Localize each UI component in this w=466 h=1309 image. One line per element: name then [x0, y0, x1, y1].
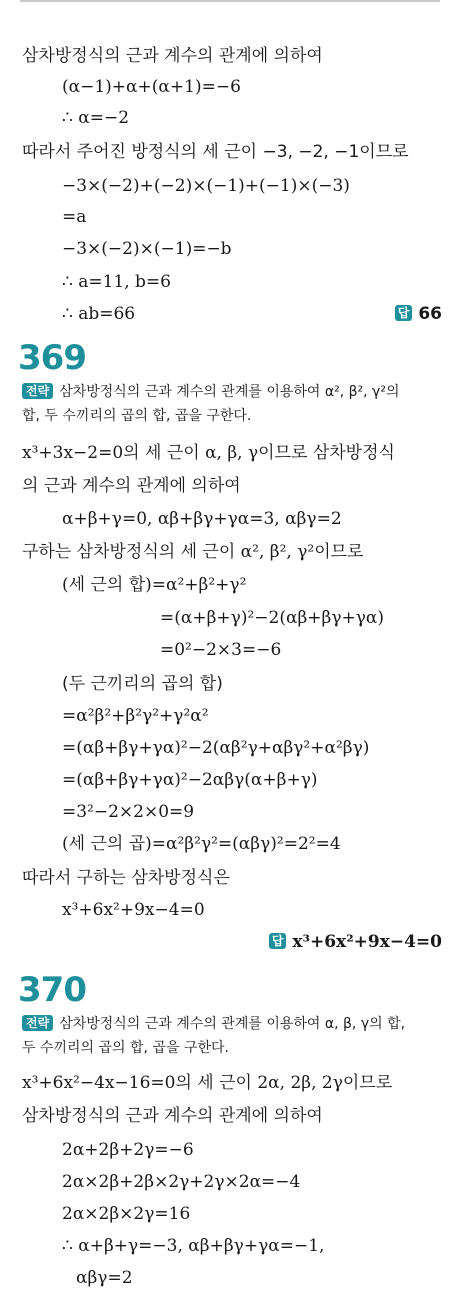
s368-line-9: ∴ ab=66: [62, 304, 136, 324]
s370-line-2: 삼차방정식의 근과 계수의 관계에 의하여: [22, 1106, 323, 1126]
s368-line-4: 따라서 주어진 방정식의 세 근이 −3, −2, −1이므로: [22, 142, 409, 162]
s369-line-4: 구하는 삼차방정식의 세 근이 α², β², γ²이므로: [22, 542, 364, 562]
s369-line-14: 따라서 구하는 삼차방정식은: [22, 868, 230, 888]
s368-line-2: (α−1)+α+(α+1)=−6: [62, 77, 241, 97]
s369-tip-line-1: [22, 381, 399, 403]
s370-line-5: 2α×2β×2γ=16: [62, 1204, 191, 1224]
s368-answer-value: 66: [418, 304, 442, 324]
s368-line-8: ∴ a=11, b=6: [62, 272, 171, 292]
s369-answer-value: x³+6x²+9x−4=0: [292, 932, 442, 952]
strategy-badge: 전략: [22, 383, 53, 399]
s369-line-1: x³+3x−2=0의 세 근이 α, β, γ이므로 삼차방정식: [22, 443, 395, 463]
s369-line-6: =(α+β+γ)²−2(αβ+βγ+γα): [160, 608, 385, 628]
answer-icon: 답: [395, 305, 413, 321]
strategy-badge: 전략: [22, 1015, 53, 1031]
s368-line-3: ∴ α=−2: [62, 108, 130, 128]
s369-line-9: =α²β²+β²γ²+γ²α²: [62, 706, 209, 726]
s370-line-6: ∴ α+β+γ=−3, αβ+βγ+γα=−1,: [62, 1236, 325, 1256]
s369-line-5: (세 근의 합)=α²+β²+γ²: [62, 575, 247, 595]
problem-number-369: 369: [18, 338, 86, 378]
s368-line-5: −3×(−2)+(−2)×(−1)+(−1)×(−3): [62, 176, 350, 196]
s369-line-12: =3²−2×2×0=9: [62, 802, 195, 822]
s369-line-3: α+β+γ=0, αβ+βγ+γα=3, αβγ=2: [62, 509, 342, 529]
s368-line-7: −3×(−2)×(−1)=−b: [62, 239, 232, 259]
s369-tip-text-1: 삼차방정식의 근과 계수의 관계를 이용하여 α², β², γ²의: [59, 384, 400, 400]
s370-line-3: 2α+2β+2γ=−6: [62, 1140, 194, 1160]
answer-icon: 답: [269, 933, 287, 949]
s370-line-1: x³+6x²−4x−16=0의 세 근이 2α, 2β, 2γ이므로: [22, 1073, 393, 1093]
s369-line-8: (두 근끼리의 곱의 합): [62, 674, 223, 694]
s369-line-13: (세 근의 곱)=α²β²γ²=(αβγ)²=2²=4: [62, 834, 341, 854]
s370-tip-text-1: 삼차방정식의 근과 계수의 관계를 이용하여 α, β, γ의 합,: [59, 1016, 406, 1032]
s369-tip-line-2: 합, 두 수끼리의 곱의 합, 곱을 구한다.: [22, 408, 252, 424]
s368-line-6: =a: [62, 207, 87, 227]
s370-line-7: αβγ=2: [76, 1268, 133, 1288]
s369-line-15: x³+6x²+9x−4=0: [62, 900, 205, 920]
s369-line-7: =0²−2×3=−6: [160, 640, 282, 660]
s369-line-10: =(αβ+βγ+γα)²−2(αβ²γ+αβγ²+α²βγ): [62, 738, 370, 758]
s370-line-4: 2α×2β+2β×2γ+2γ×2α=−4: [62, 1172, 301, 1192]
s368-answer: [395, 302, 442, 326]
s369-line-2: 의 근과 계수의 관계에 의하여: [22, 476, 241, 496]
s369-answer: [269, 930, 442, 954]
top-divider: [20, 0, 440, 2]
s368-line-1: 삼차방정식의 근과 계수의 관계에 의하여: [22, 46, 323, 66]
s369-line-11: =(αβ+βγ+γα)²−2αβγ(α+β+γ): [62, 770, 318, 790]
s370-tip-line-2: 두 수끼리의 곱의 합, 곱을 구한다.: [22, 1040, 229, 1056]
s370-tip-line-1: [22, 1013, 405, 1035]
problem-number-370: 370: [18, 970, 86, 1010]
